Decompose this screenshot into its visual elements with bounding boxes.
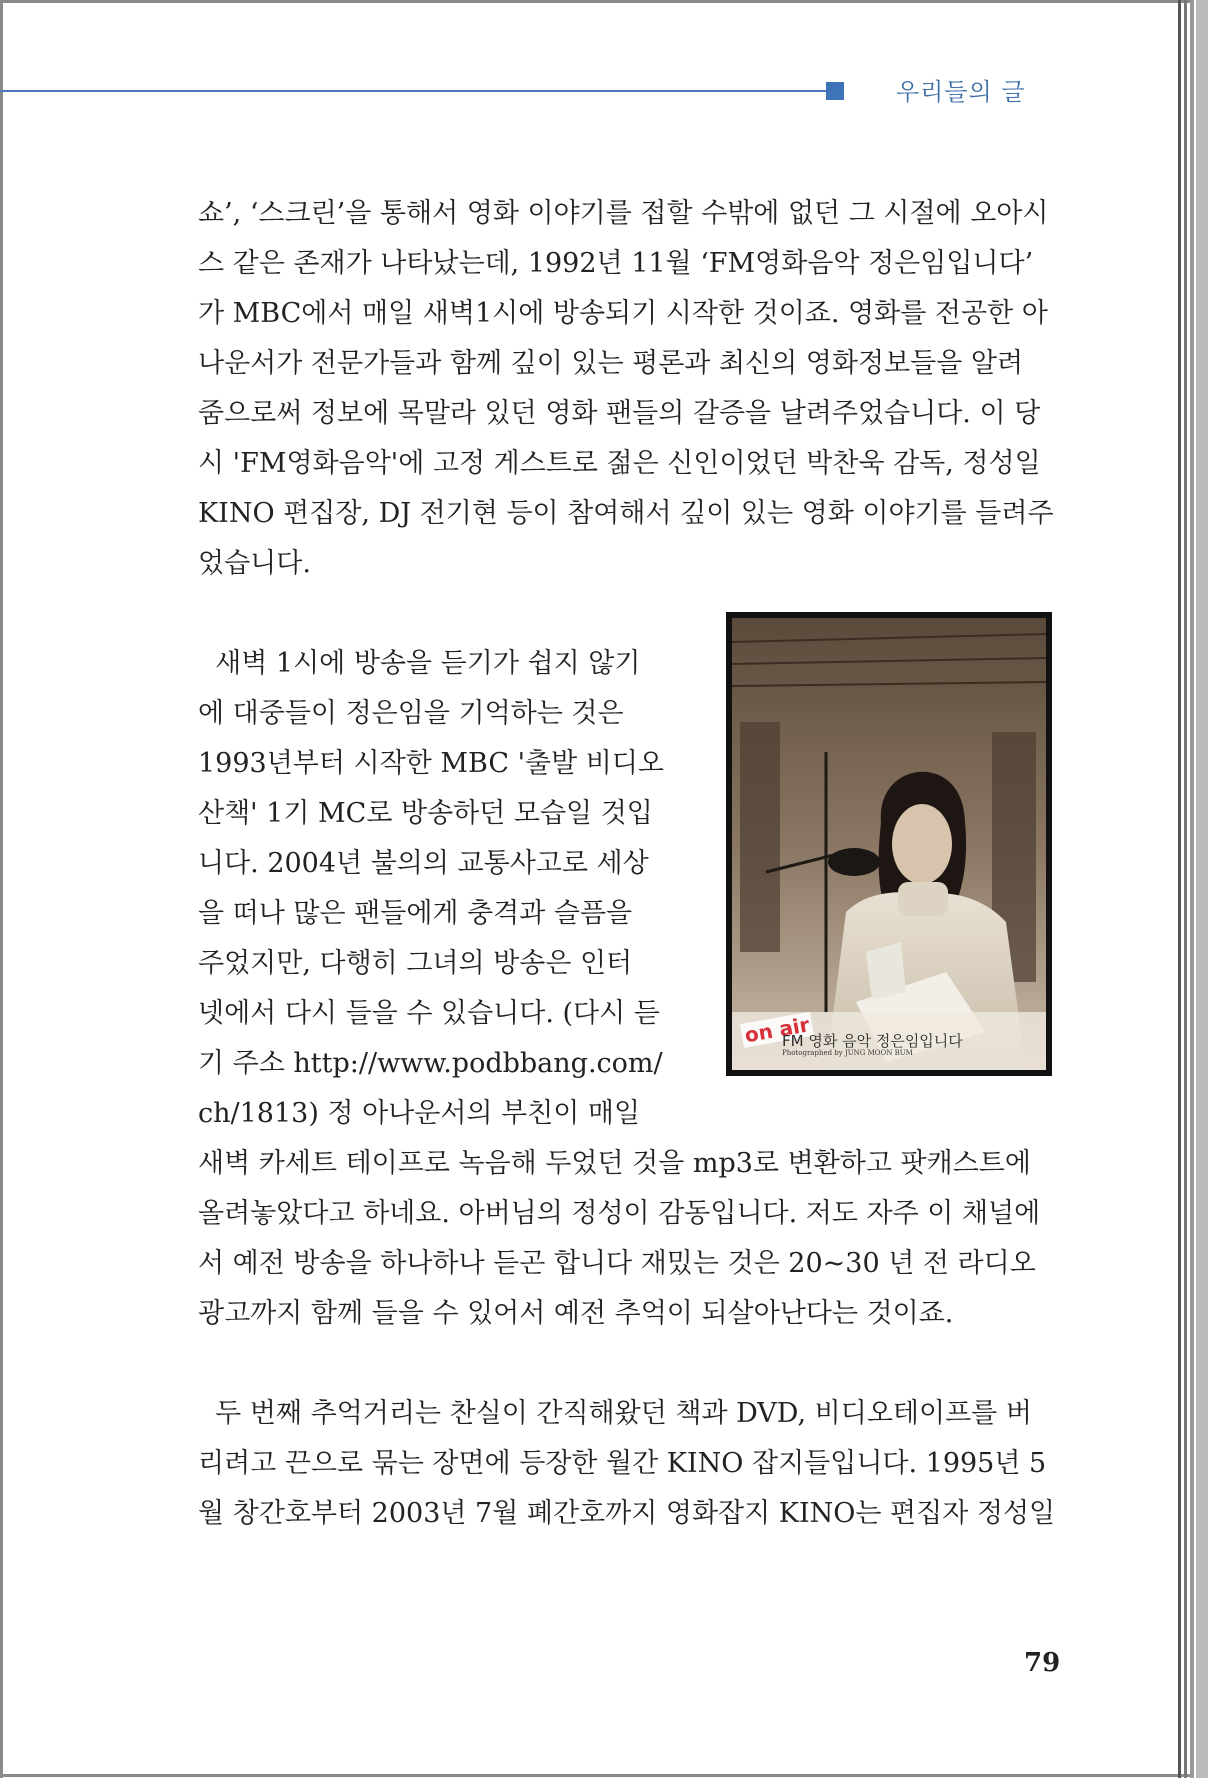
page-edge — [1184, 0, 1187, 1778]
page-edge — [1196, 0, 1208, 1778]
body-line: 1993년부터 시작한 MBC '출발 비디오 — [198, 748, 665, 779]
body-line: 을 떠나 많은 팬들에게 충격과 슬픔을 — [198, 898, 633, 929]
body-line: 주었지만, 다행히 그녀의 방송은 인터 — [198, 948, 633, 979]
page-number: 79 — [1024, 1648, 1061, 1678]
radio-host-photo — [726, 612, 1052, 1076]
body-line: 나운서가 전문가들과 함께 깊이 있는 평론과 최신의 영화정보들을 알려 — [198, 348, 1024, 379]
body-line: 새벽 1시에 방송을 듣기가 쉽지 않기 — [198, 648, 641, 679]
page-border-bottom — [0, 1774, 1190, 1777]
body-line: 리려고 끈으로 묶는 장면에 등장한 월간 KINO 잡지들입니다. 1995년 5 — [198, 1448, 1047, 1479]
body-line: 기 주소 http://www.podbbang.com/ — [198, 1048, 663, 1079]
body-line: 스 같은 존재가 나타났는데, 1992년 11월 ‘FM영화음악 정은임입니다’ — [198, 248, 1034, 279]
page-border-top — [0, 0, 1190, 3]
body-line: 올려놓았다고 하네요. 아버님의 정성이 감동입니다. 저도 자주 이 채널에 — [198, 1198, 1041, 1229]
running-header-title: 우리들의 글 — [896, 78, 1026, 106]
body-line: 시 'FM영화음악'에 고정 게스트로 젊은 신인이었던 박찬욱 감독, 정성일 — [198, 448, 1041, 479]
body-line: 새벽 카세트 테이프로 녹음해 두었던 것을 mp3로 변환하고 팟캐스트에 — [198, 1148, 1031, 1179]
body-line: 월 창간호부터 2003년 7월 폐간호까지 영화잡지 KINO는 편집자 정성일 — [198, 1498, 1056, 1529]
page-edge — [1178, 0, 1181, 1778]
body-line: 니다. 2004년 불의의 교통사고로 세상 — [198, 848, 649, 879]
body-line: 산책' 1기 MC로 방송하던 모습일 것입 — [198, 798, 653, 829]
body-line: 넷에서 다시 들을 수 있습니다. (다시 듣 — [198, 998, 660, 1029]
page-edge — [1190, 0, 1194, 1778]
body-line: 서 예전 방송을 하나하나 듣곤 합니다 재밌는 것은 20~30 년 전 라디오 — [198, 1248, 1036, 1279]
body-line: KINO 편집장, DJ 전기현 등이 참여해서 깊이 있는 영화 이야기를 들려주 — [198, 498, 1054, 529]
body-line: 에 대중들이 정은임을 기억하는 것은 — [198, 698, 624, 729]
photo-illustration — [726, 612, 1052, 1076]
body-line: ch/1813) 정 아나운서의 부친이 매일 — [198, 1098, 641, 1129]
header-square-marker — [826, 82, 844, 100]
body-line: 광고까지 함께 들을 수 있어서 예전 추억이 되살아난다는 것이죠. — [198, 1298, 954, 1329]
body-line: 었습니다. — [198, 548, 311, 579]
on-air-label: on air — [740, 1012, 814, 1048]
body-line: 두 번째 추억거리는 찬실이 간직해왔던 책과 DVD, 비디오테이프를 버 — [198, 1398, 1032, 1429]
header-rule — [0, 90, 826, 92]
body-line: 쇼’, ‘스크린’을 통해서 영화 이야기를 접할 수밖에 없던 그 시절에 오아시 — [198, 198, 1049, 229]
photo-credit: Photographed by JUNG MOON BUM — [782, 1049, 913, 1057]
photo-caption: FM 영화 음악 정은임입니다 — [782, 1032, 963, 1050]
body-line: 줌으로써 정보에 목말라 있던 영화 팬들의 갈증을 날려주었습니다. 이 당 — [198, 398, 1041, 429]
page-border-left — [0, 0, 3, 1778]
body-line: 가 MBC에서 매일 새벽1시에 방송되기 시작한 것이죠. 영화를 전공한 아 — [198, 298, 1048, 329]
